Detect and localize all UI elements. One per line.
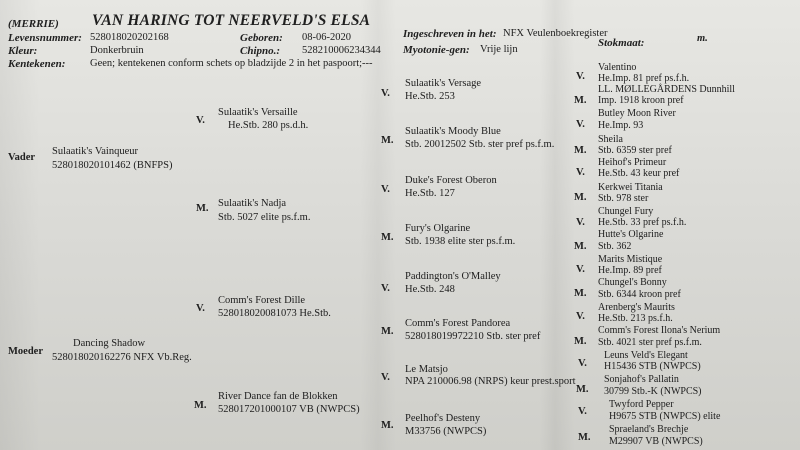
- ancestor-name: Peelhof's Desteny: [405, 413, 481, 424]
- stokmaat-unit: m.: [697, 33, 708, 44]
- ancestor-registration: Stb. 6344 kroon pref: [598, 289, 681, 300]
- sex-marker: V.: [578, 358, 587, 369]
- chipno-label: Chipno.:: [240, 45, 281, 57]
- sex-marker: M.: [381, 420, 394, 431]
- vader-label: Vader: [8, 152, 36, 163]
- sex-marker: M.: [578, 432, 591, 443]
- stokmaat-label: Stokmaat:: [598, 37, 645, 49]
- ancestor-name: Valentino: [598, 62, 637, 73]
- kleur-value: Donkerbruin: [90, 45, 144, 56]
- levensnummer-label: Levensnummer:: [8, 32, 82, 44]
- ancestor-name: Sulaatik's Versaille: [218, 107, 298, 118]
- sex-marker: V.: [576, 311, 585, 322]
- sex-marker: M.: [194, 400, 207, 411]
- ancestor-registration: He.Stb. 43 keur pref: [598, 168, 680, 179]
- ancestor-name: Comm's Forest Pandorea: [405, 318, 511, 329]
- sex-marker: V.: [576, 119, 585, 130]
- sex-marker: M.: [574, 192, 587, 203]
- ancestor-registration: He.Stb. 280 ps.d.h.: [228, 120, 309, 131]
- ancestor-registration: He.Imp. 81 pref ps.f.h.: [598, 73, 690, 84]
- ancestor-registration: 30799 Stb.-K (NWPCS): [604, 386, 702, 397]
- sex-marker: M.: [574, 241, 587, 252]
- chipno-value: 528210006234344: [302, 45, 381, 56]
- sex-marker: V.: [196, 303, 205, 314]
- ancestor-registration: He.Stb. 127: [405, 188, 455, 199]
- gender-label: (MERRIE): [8, 18, 59, 30]
- ancestor-name: Sulaatik's Versage: [405, 78, 482, 89]
- ancestor-registration: Imp. 1918 kroon pref: [598, 95, 684, 106]
- sex-marker: M.: [381, 232, 394, 243]
- sex-marker: M.: [574, 95, 587, 106]
- ancestor-name: Comm's Forest Ilona's Nerium: [598, 325, 721, 336]
- ancestor-registration: 528017201000107 VB (NWPCS): [218, 404, 360, 415]
- ancestor-name: Chungel Fury: [598, 206, 654, 217]
- ancestor-name: LL. MØLLEGÅRDENS Dunnhill: [598, 84, 735, 95]
- ancestor-registration: He.Stb. 248: [405, 284, 455, 295]
- sex-marker: M.: [381, 326, 394, 337]
- sex-marker: V.: [576, 71, 585, 82]
- ancestor-registration: Stb. 20012502 Stb. ster pref ps.f.m.: [405, 139, 555, 150]
- moeder-name: Dancing Shadow: [73, 338, 146, 349]
- ancestor-registration: M33756 (NWPCS): [405, 426, 487, 437]
- ancestor-registration: H15436 STB (NWPCS): [604, 361, 701, 372]
- sex-marker: V.: [196, 115, 205, 126]
- ancestor-registration: Stb. 978 ster: [598, 193, 649, 204]
- sex-marker: M.: [574, 145, 587, 156]
- sex-marker: M.: [574, 336, 587, 347]
- kentekenen-label: Kentekenen:: [8, 58, 66, 70]
- ancestor-name: Chungel's Bonny: [598, 277, 667, 288]
- sex-marker: M.: [196, 203, 209, 214]
- ancestor-name: Le Matsjo: [405, 364, 448, 375]
- sex-marker: M.: [576, 384, 589, 395]
- ancestor-name: Twyford Pepper: [609, 399, 674, 410]
- myotonie-value: Vrije lijn: [480, 44, 518, 55]
- ancestor-name: Butley Moon River: [598, 108, 676, 119]
- ancestor-name: Sulaatik's Nadja: [218, 198, 287, 209]
- ancestor-name: Duke's Forest Oberon: [405, 175, 497, 186]
- horse-title: VAN HARING TOT NEERVELD'S ELSA: [92, 12, 371, 29]
- ancestor-registration: Stb. 6359 ster pref: [598, 145, 672, 156]
- ancestor-name: River Dance fan de Blokken: [218, 391, 338, 402]
- sex-marker: V.: [381, 88, 390, 99]
- ancestor-name: Paddington's O'Malley: [405, 271, 501, 282]
- kleur-label: Kleur:: [8, 45, 38, 57]
- ancestor-registration: Stb. 5027 elite ps.f.m.: [218, 212, 311, 223]
- ancestor-registration: He.Stb. 213 ps.f.h.: [598, 313, 673, 324]
- myotonie-label: Myotonie-gen:: [403, 44, 470, 56]
- ancestor-registration: He.Imp. 89 pref: [598, 265, 662, 276]
- levensnummer-value: 528018020202168: [90, 32, 169, 43]
- geboren-label: Geboren:: [240, 32, 283, 44]
- sex-marker: V.: [381, 283, 390, 294]
- ancestor-name: Kerkwei Titania: [598, 182, 663, 193]
- ancestor-name: Sonjahof's Pallatin: [604, 374, 679, 385]
- ancestor-registration: M29907 VB (NWPCS): [609, 436, 703, 447]
- ancestor-name: Sulaatik's Moody Blue: [405, 126, 501, 137]
- sex-marker: V.: [578, 406, 587, 417]
- ancestor-name: Comm's Forest Dille: [218, 295, 306, 306]
- ancestor-registration: Stb. 362: [598, 241, 632, 252]
- ancestor-name: Sheila: [598, 134, 623, 145]
- sex-marker: V.: [576, 217, 585, 228]
- kentekenen-value: Geen; kentekenen conform schets op bladzijde 2 in het paspoort;---: [90, 58, 373, 69]
- ancestor-registration: NPA 210006.98 (NRPS) keur prest.sport: [405, 376, 576, 387]
- ancestor-name: Hutte's Olgarine: [598, 229, 664, 240]
- ancestor-registration: Stb. 4021 ster pref ps.f.m.: [598, 337, 702, 348]
- ancestor-registration: 528018019972210 Stb. ster pref: [405, 331, 541, 342]
- sex-marker: M.: [574, 288, 587, 299]
- ancestor-name: Leuns Veld's Elegant: [604, 350, 688, 361]
- moeder-id: 528018020162276 NFX Vb.Reg.: [52, 352, 192, 363]
- ancestor-registration: He.Imp. 93: [598, 120, 644, 131]
- sex-marker: M.: [381, 135, 394, 146]
- ancestor-registration: He.Stb. 33 pref ps.f.h.: [598, 217, 687, 228]
- ancestor-name: Marits Mistique: [598, 254, 663, 265]
- sex-marker: V.: [381, 372, 390, 383]
- moeder-label: Moeder: [8, 346, 43, 357]
- vader-name: Sulaatik's Vainqueur: [52, 146, 138, 157]
- geboren-value: 08-06-2020: [302, 32, 351, 43]
- ancestor-name: Spraeland's Brechje: [609, 424, 689, 435]
- sex-marker: V.: [576, 264, 585, 275]
- ancestor-registration: 528018020081073 He.Stb.: [218, 308, 331, 319]
- ancestor-name: Fury's Olgarine: [405, 223, 471, 234]
- ingeschreven-value: NFX Veulenboekregister: [503, 28, 608, 39]
- ancestor-registration: Stb. 1938 elite ster ps.f.m.: [405, 236, 516, 247]
- ancestor-registration: He.Stb. 253: [405, 91, 455, 102]
- ancestor-name: Arenberg's Maurits: [598, 302, 675, 313]
- vader-id: 528018020101462 (BNFPS): [52, 160, 173, 171]
- ingeschreven-label: Ingeschreven in het:: [403, 28, 497, 40]
- sex-marker: V.: [576, 167, 585, 178]
- ancestor-registration: H9675 STB (NWPCS) elite: [609, 411, 721, 422]
- ancestor-name: Heihof's Primeur: [598, 157, 667, 168]
- sex-marker: V.: [381, 184, 390, 195]
